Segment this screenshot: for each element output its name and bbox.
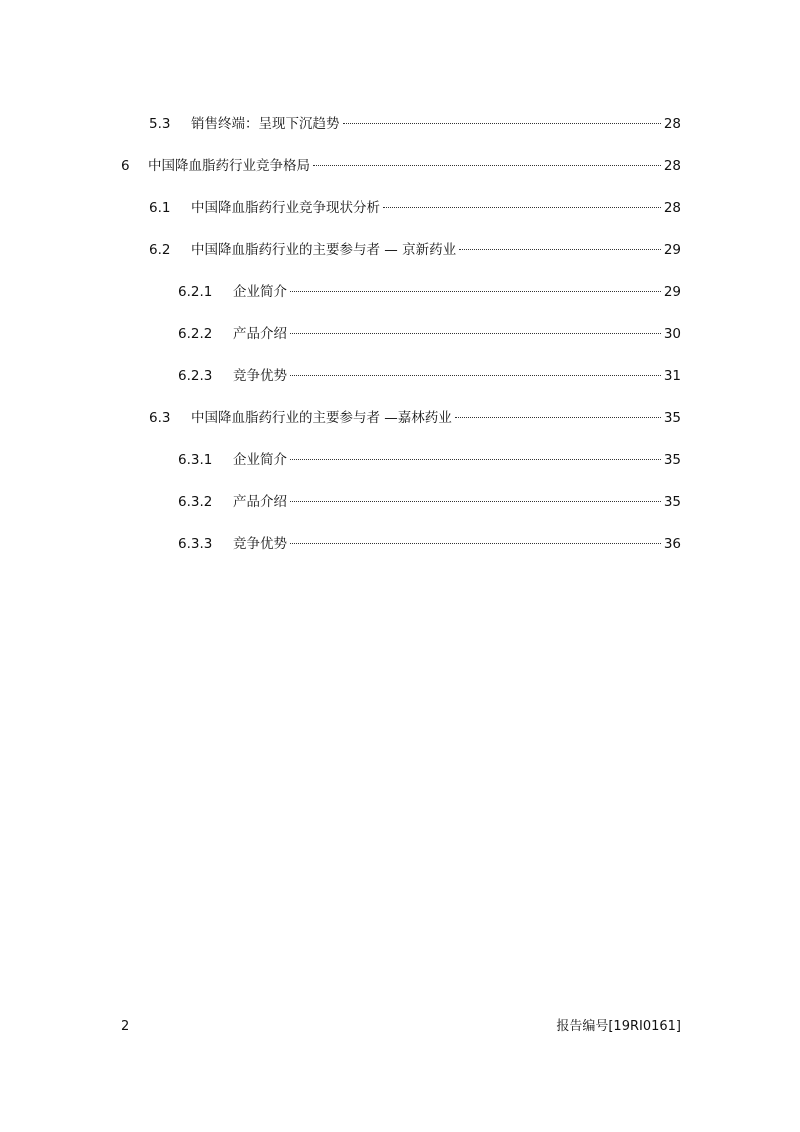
- toc-entry[interactable]: [178, 444, 681, 468]
- toc-entry-number: 6.2: [149, 242, 171, 258]
- toc-entry-number: 6.3.2: [178, 494, 213, 510]
- toc-entry-number: 6.3: [149, 410, 171, 426]
- toc-leader-dots: [458, 234, 663, 254]
- toc-entry-number: 6.1: [149, 200, 171, 216]
- toc-entry-page: 35: [663, 494, 681, 510]
- toc-entry-number: 6.2.3: [178, 368, 213, 384]
- toc-leader-dots: [289, 486, 663, 506]
- toc-entry-number: 6.3.3: [178, 536, 213, 552]
- toc-leader-dots: [312, 150, 663, 170]
- toc-leader-dots: [289, 444, 663, 464]
- footer-report-id: 报告编号[19RI0161]: [556, 1019, 681, 1034]
- toc-leader-dots: [289, 276, 663, 296]
- toc-entry-title: 产品介绍: [233, 326, 287, 342]
- toc-entry-title: 中国降血脂药行业的主要参与者 — 京新药业: [191, 242, 457, 258]
- toc-entry-number: 6.2.1: [178, 284, 213, 300]
- toc-entry-number: 6: [121, 158, 130, 174]
- toc-entry-title: 中国降血脂药行业竞争现状分析: [191, 200, 380, 216]
- toc-entry-page: 28: [663, 116, 681, 132]
- footer-page-number: 2: [121, 1019, 130, 1034]
- toc-leader-dots: [289, 360, 663, 380]
- toc-entry-page: 35: [663, 452, 681, 468]
- toc-entry[interactable]: [149, 234, 681, 258]
- toc-entry-title: 销售终端：呈现下沉趋势: [191, 116, 340, 132]
- toc-entry[interactable]: [121, 150, 681, 174]
- toc-leader-dots: [382, 192, 663, 212]
- toc-entry-title: 产品介绍: [233, 494, 287, 510]
- toc-entry[interactable]: [178, 486, 681, 510]
- toc-entry[interactable]: [149, 192, 681, 216]
- toc-entry[interactable]: [178, 360, 681, 384]
- toc-entry[interactable]: [149, 108, 681, 132]
- toc-entry-page: 29: [663, 242, 681, 258]
- toc-entry[interactable]: [149, 402, 681, 426]
- toc-entry-number: 6.2.2: [178, 326, 213, 342]
- toc-leader-dots: [454, 402, 663, 422]
- page-footer: [121, 1017, 681, 1037]
- toc-entry-number: 5.3: [149, 116, 171, 132]
- toc-entry-number: 6.3.1: [178, 452, 213, 468]
- toc-entry-page: 30: [663, 326, 681, 342]
- toc-entry[interactable]: [178, 276, 681, 300]
- toc-leader-dots: [289, 528, 663, 548]
- toc-entry-page: 28: [663, 158, 681, 174]
- toc-entry[interactable]: [178, 318, 681, 342]
- toc-entry-page: 28: [663, 200, 681, 216]
- toc-leader-dots: [342, 108, 664, 128]
- toc-entry-title: 竞争优势: [233, 536, 287, 552]
- toc-entry-title: 中国降血脂药行业竞争格局: [148, 158, 310, 174]
- toc-entry-page: 31: [663, 368, 681, 384]
- toc-entry-title: 竞争优势: [233, 368, 287, 384]
- toc-entry[interactable]: [178, 528, 681, 552]
- toc-entry-page: 35: [663, 410, 681, 426]
- toc-entry-page: 36: [663, 536, 681, 552]
- toc-entry-title: 企业简介: [233, 284, 287, 300]
- toc-leader-dots: [289, 318, 663, 338]
- toc-entry-page: 29: [663, 284, 681, 300]
- toc-entry-title: 中国降血脂药行业的主要参与者 —嘉林药业: [191, 410, 452, 426]
- toc-entry-title: 企业简介: [233, 452, 287, 468]
